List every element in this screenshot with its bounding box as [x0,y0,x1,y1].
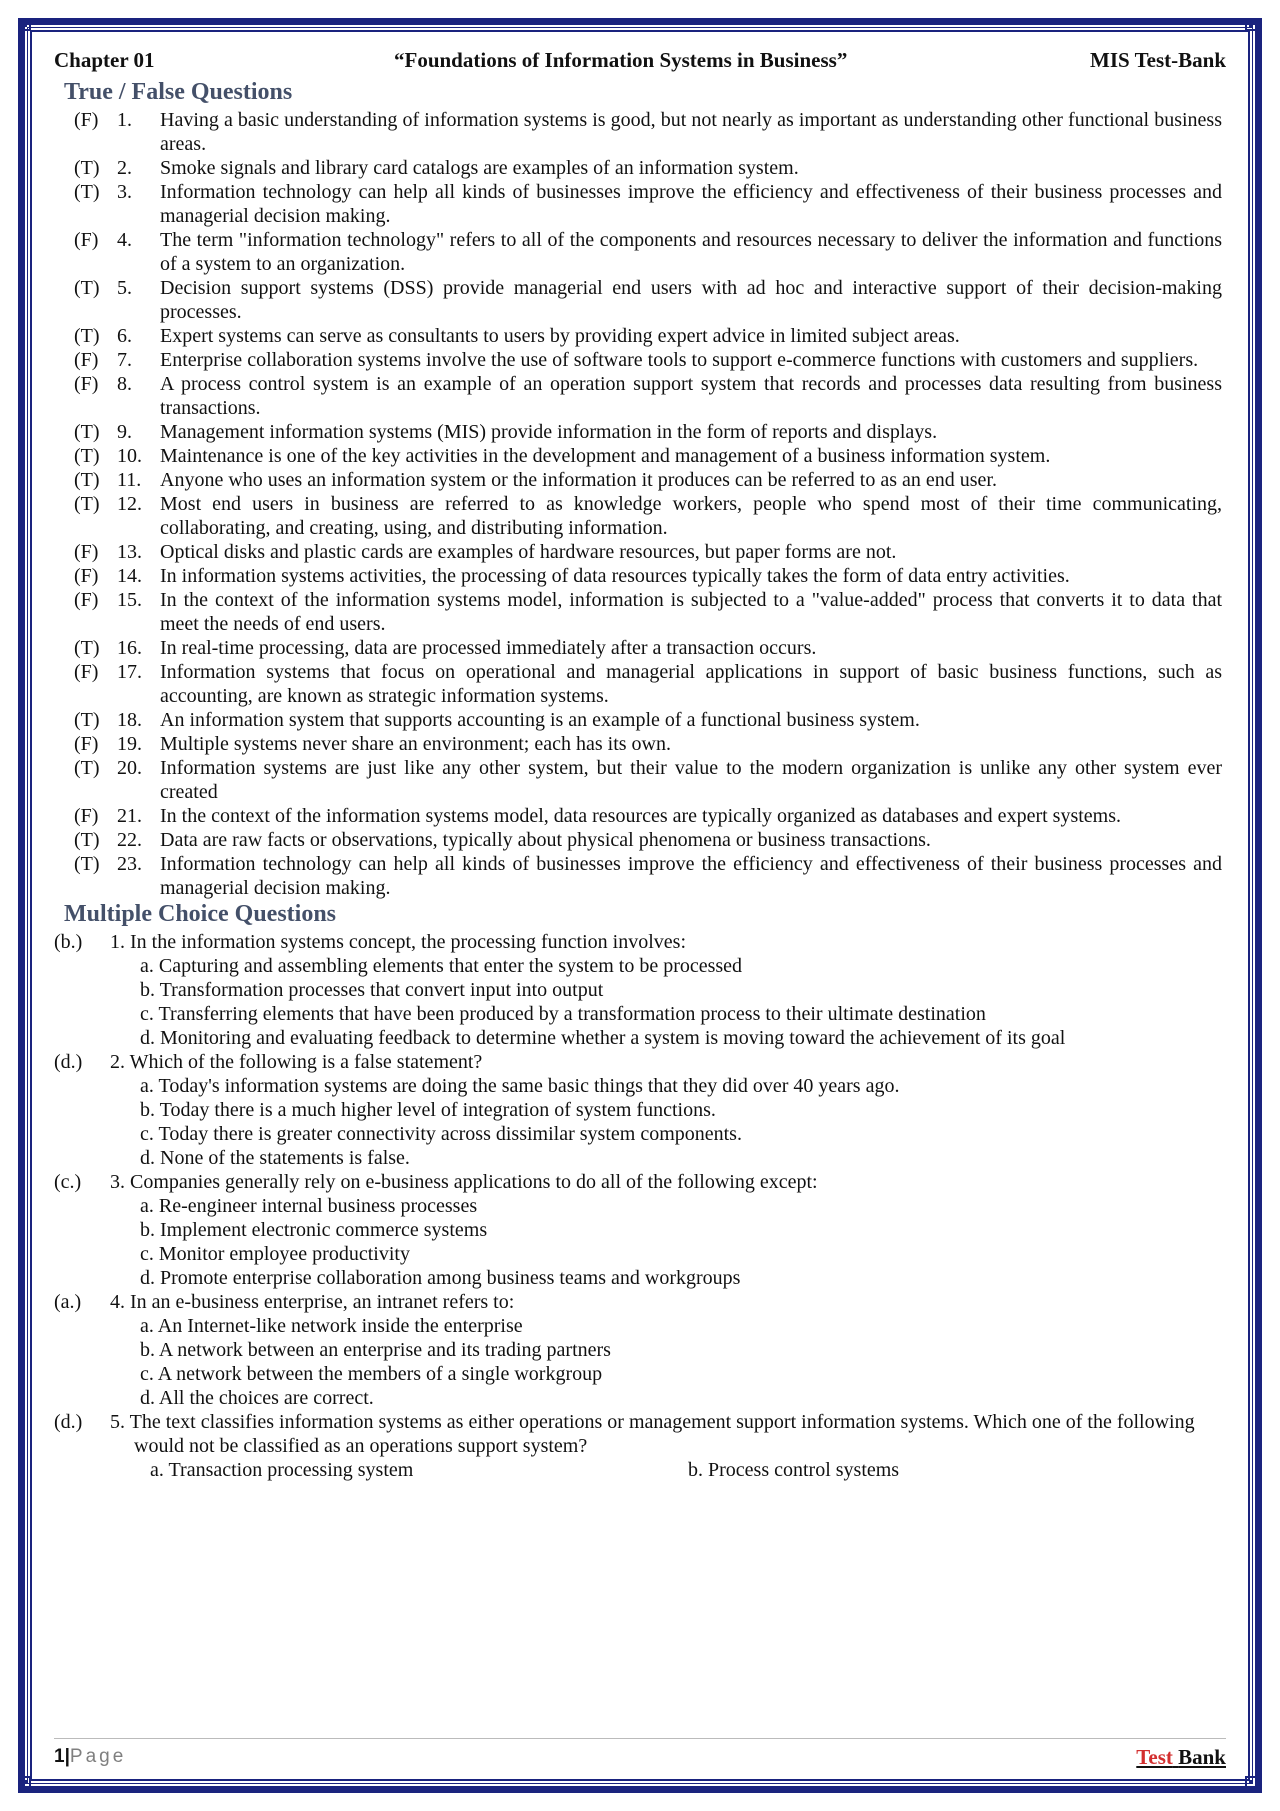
tf-question-number: 18. [117,709,142,731]
mc-question-row [54,1050,1226,1074]
tf-answer: (T) [74,445,100,467]
tf-question-text: In the context of the information systems model, data resources are typically organized as databases and expert systems. [160,805,1121,827]
tf-question-number: 3. [117,181,132,203]
mc-question [54,1410,1226,1482]
tf-question-number: 8. [117,373,132,395]
tf-question-text: The term "information technology" refers to all of the components and resources necessary to deliver the information and functions of a system to an organization. [160,229,1222,275]
mc-answer: (b.) [54,931,83,953]
tf-answer: (F) [74,373,99,395]
mc-answer: (a.) [54,1291,82,1313]
tf-answer: (T) [74,757,100,779]
tf-question-text: Data are raw facts or observations, typically about physical phenomena or business transactions. [160,829,931,851]
mc-question-list [54,930,1226,1482]
mc-question [54,930,1226,1050]
mc-option: b. Transformation processes that convert input into output [140,979,604,1001]
mc-question-row [54,1290,1226,1314]
tf-question-body [117,660,1222,708]
tf-question [74,852,1226,900]
tf-question-text: Decision support systems (DSS) provide managerial end users with ad hoc and interactive support of their decision-making processes. [160,277,1222,323]
subject-label: MIS Test-Bank [1090,48,1226,72]
mc-option: a. Capturing and assembling elements that enter the system to be processed [140,955,743,977]
tf-question-text: Anyone who uses an information system or the information it produces can be referred to as an end user. [160,469,997,491]
tf-question-text: Information systems are just like any other system, but their value to the modern organization is unlike any other system ever created [160,757,1222,803]
tf-answer: (T) [74,469,100,491]
tf-question-text: Optical disks and plastic cards are examples of hardware resources, but paper forms are not. [160,541,897,563]
mc-question-text: 4. In an e-business enterprise, an intranet refers to: [110,1291,515,1313]
mc-question [54,1290,1226,1410]
brand-word: Bank [1178,1744,1226,1769]
mc-option: a. Re-engineer internal business processes [140,1195,478,1217]
tf-question-text: Smoke signals and library card catalogs are examples of an information system. [160,157,799,179]
tf-question-body [117,540,1222,564]
tf-question [74,228,1226,276]
mc-answer: (c.) [54,1171,82,1193]
tf-question-number: 13. [117,541,142,563]
tf-answer: (F) [74,565,99,587]
tf-question-number: 5. [117,277,132,299]
tf-question-body [117,708,1222,732]
tf-question-body [117,588,1222,636]
tf-question [74,540,1226,564]
tf-question-body [117,492,1222,540]
tf-question-number: 1. [117,109,132,131]
tf-question-text: Maintenance is one of the key activities in the development and management of a business information system. [160,445,1051,467]
page-number [54,1746,126,1768]
tf-answer: (T) [74,157,100,179]
chapter-label: Chapter 01 [54,48,155,72]
tf-answer: (T) [74,637,100,659]
tf-question [74,756,1226,804]
tf-question-body [117,564,1222,588]
tf-question-body [117,156,1222,180]
tf-question-text: Information technology can help all kinds of businesses improve the efficiency and effectiveness of their business processes and managerial decision making. [160,181,1222,227]
tf-question-body [117,276,1222,324]
tf-answer: (F) [74,805,99,827]
brand-link[interactable] [1136,1745,1226,1770]
tf-answer: (T) [74,709,100,731]
tf-question-body [117,324,1222,348]
tf-question [74,324,1226,348]
tf-question [74,588,1226,636]
tf-question [74,660,1226,708]
tf-question-number: 2. [117,157,132,179]
tf-question-body [117,804,1222,828]
brand-red-word: Test [1136,1744,1173,1769]
tf-question [74,708,1226,732]
mc-option: c. A network between the members of a single workgroup [140,1363,603,1385]
page-word: Page [69,1746,127,1767]
tf-answer: (T) [74,181,100,203]
mc-question-row [54,930,1226,954]
tf-question-number: 10. [117,445,142,467]
tf-question-body [117,756,1222,804]
tf-question-text: An information system that supports accounting is an example of a functional business system. [160,709,920,731]
tf-question-body [117,732,1222,756]
tf-question-number: 16. [117,637,142,659]
tf-question-text: Management information systems (MIS) provide information in the form of reports and displays. [160,421,938,443]
tf-question-number: 7. [117,349,132,371]
mc-option: b. Process control systems [688,1459,900,1481]
mc-option: d. All the choices are correct. [140,1387,374,1409]
mc-answer: (d.) [54,1051,83,1073]
mc-option: a. Transaction processing system [150,1459,414,1481]
tf-answer: (F) [74,541,99,563]
tf-question-text: In information systems activities, the processing of data resources typically takes the form of data entry activities. [160,565,1070,587]
tf-question [74,108,1226,156]
tf-question-body [117,372,1222,420]
tf-answer: (T) [74,853,100,875]
tf-question-body [117,228,1222,276]
tf-question-number: 14. [117,565,142,587]
corner-ornament [14,1771,40,1797]
mc-option: c. Today there is greater connectivity across dissimilar system components. [140,1123,742,1145]
tf-question-body [117,444,1222,468]
mc-option: b. Today there is a much higher level of integration of system functions. [140,1099,716,1121]
tf-question-body [117,180,1222,228]
tf-question [74,180,1226,228]
mc-option: b. Implement electronic commerce systems [140,1219,488,1241]
tf-question-text: Multiple systems never share an environment; each has its own. [160,733,671,755]
tf-answer: (F) [74,109,99,131]
mc-option-row [54,1458,1226,1482]
tf-question-number: 11. [117,469,142,491]
mc-option: a. Today's information systems are doing the same basic things that they did over 40 years ago. [140,1075,900,1097]
mc-question-text: 1. In the information systems concept, the processing function involves: [110,931,686,953]
tf-question-number: 23. [117,853,142,875]
tf-answer: (T) [74,493,100,515]
tf-question-body [117,108,1222,156]
tf-question [74,492,1226,540]
tf-question [74,276,1226,324]
tf-answer: (F) [74,733,99,755]
mc-option: c. Monitor employee productivity [140,1243,410,1265]
tf-question-text: In the context of the information systems model, information is subjected to a "value-added" process that converts it to data that meet the needs of end users. [160,589,1222,635]
page-header [54,48,1226,78]
tf-question-number: 22. [117,829,142,851]
tf-question-body [117,636,1222,660]
tf-question [74,828,1226,852]
tf-question [74,420,1226,444]
mc-question-row [54,1410,1226,1458]
tf-question-text: A process control system is an example of an operation support system that records and processes data resulting from business transactions. [160,373,1222,419]
tf-question-number: 6. [117,325,132,347]
tf-question-text: Having a basic understanding of information systems is good, but not nearly as important as understanding other functional business areas. [160,109,1222,155]
tf-question-list [54,108,1226,900]
tf-question-number: 21. [117,805,142,827]
mc-question [54,1170,1226,1290]
tf-question-text: In real-time processing, data are processed immediately after a transaction occurs. [160,637,817,659]
mc-option: c. Transferring elements that have been produced by a transformation process to their ultimate destination [140,1003,986,1025]
tf-question-number: 20. [117,757,142,779]
tf-question-text: Most end users in business are referred to as knowledge workers, people who spend most of their time communicating, collaborating, and creating, using, and distributing information. [160,493,1222,539]
tf-answer: (T) [74,829,100,851]
mc-option: a. An Internet-like network inside the enterprise [140,1315,523,1337]
corner-ornament [1240,1771,1266,1797]
tf-question-text: Information systems that focus on operational and managerial applications in support of basic business functions, such as accounting, are known as strategic information systems. [160,661,1222,707]
mc-question [54,1050,1226,1170]
mc-option: d. Promote enterprise collaboration among business teams and workgroups [140,1267,741,1289]
tf-question-number: 4. [117,229,132,251]
mc-section-heading: Multiple Choice Questions [64,901,337,927]
mc-question-text: 5. The text classifies information systems as either operations or management support information systems. Which one of the following would not be classified as an operations support system? [110,1411,1195,1457]
mc-answer: (d.) [54,1411,83,1433]
tf-question [74,372,1226,420]
tf-answer: (F) [74,589,99,611]
tf-question [74,156,1226,180]
document-page [54,48,1226,1482]
mc-question-row [54,1170,1226,1194]
tf-question-number: 12. [117,493,142,515]
tf-question-body [117,468,1222,492]
tf-question-number: 19. [117,733,142,755]
tf-question-body [117,420,1222,444]
tf-question-text: Information technology can help all kinds of businesses improve the efficiency and effectiveness of their business processes and managerial decision making. [160,853,1222,899]
page-footer [54,1738,1226,1775]
mc-question-text: 3. Companies generally rely on e-business applications to do all of the following except: [110,1171,818,1193]
tf-question [74,564,1226,588]
tf-answer: (F) [74,349,99,371]
tf-question [74,468,1226,492]
tf-question [74,732,1226,756]
tf-answer: (F) [74,661,99,683]
tf-question [74,636,1226,660]
tf-section-heading: True / False Questions [64,79,293,105]
tf-question-body [117,828,1222,852]
tf-question-number: 17. [117,661,142,683]
tf-answer: (F) [74,229,99,251]
tf-question-number: 9. [117,421,132,443]
tf-answer: (T) [74,325,100,347]
page-number-value: 1 [54,1746,65,1767]
mc-option: d. Monitoring and evaluating feedback to determine whether a system is moving toward the achievement of its goal [140,1027,1066,1049]
tf-question [74,804,1226,828]
tf-question-body [117,852,1222,900]
tf-question-body [117,348,1222,372]
page-number-separator: | [64,1746,70,1767]
corner-ornament [1240,14,1266,40]
chapter-title: “Foundations of Information Systems in Business” [394,48,848,72]
corner-ornament [14,14,40,40]
tf-question-text: Enterprise collaboration systems involve the use of software tools to support e-commerce functions with customers and suppliers. [160,349,1199,371]
mc-option: b. A network between an enterprise and its trading partners [140,1339,611,1361]
tf-question-number: 15. [117,589,142,611]
tf-question [74,444,1226,468]
tf-answer: (T) [74,421,100,443]
mc-option: d. None of the statements is false. [140,1147,410,1169]
tf-question-text: Expert systems can serve as consultants to users by providing expert advice in limited subject areas. [160,325,960,347]
tf-answer: (T) [74,277,100,299]
mc-question-text: 2. Which of the following is a false statement? [110,1051,483,1073]
tf-question [74,348,1226,372]
